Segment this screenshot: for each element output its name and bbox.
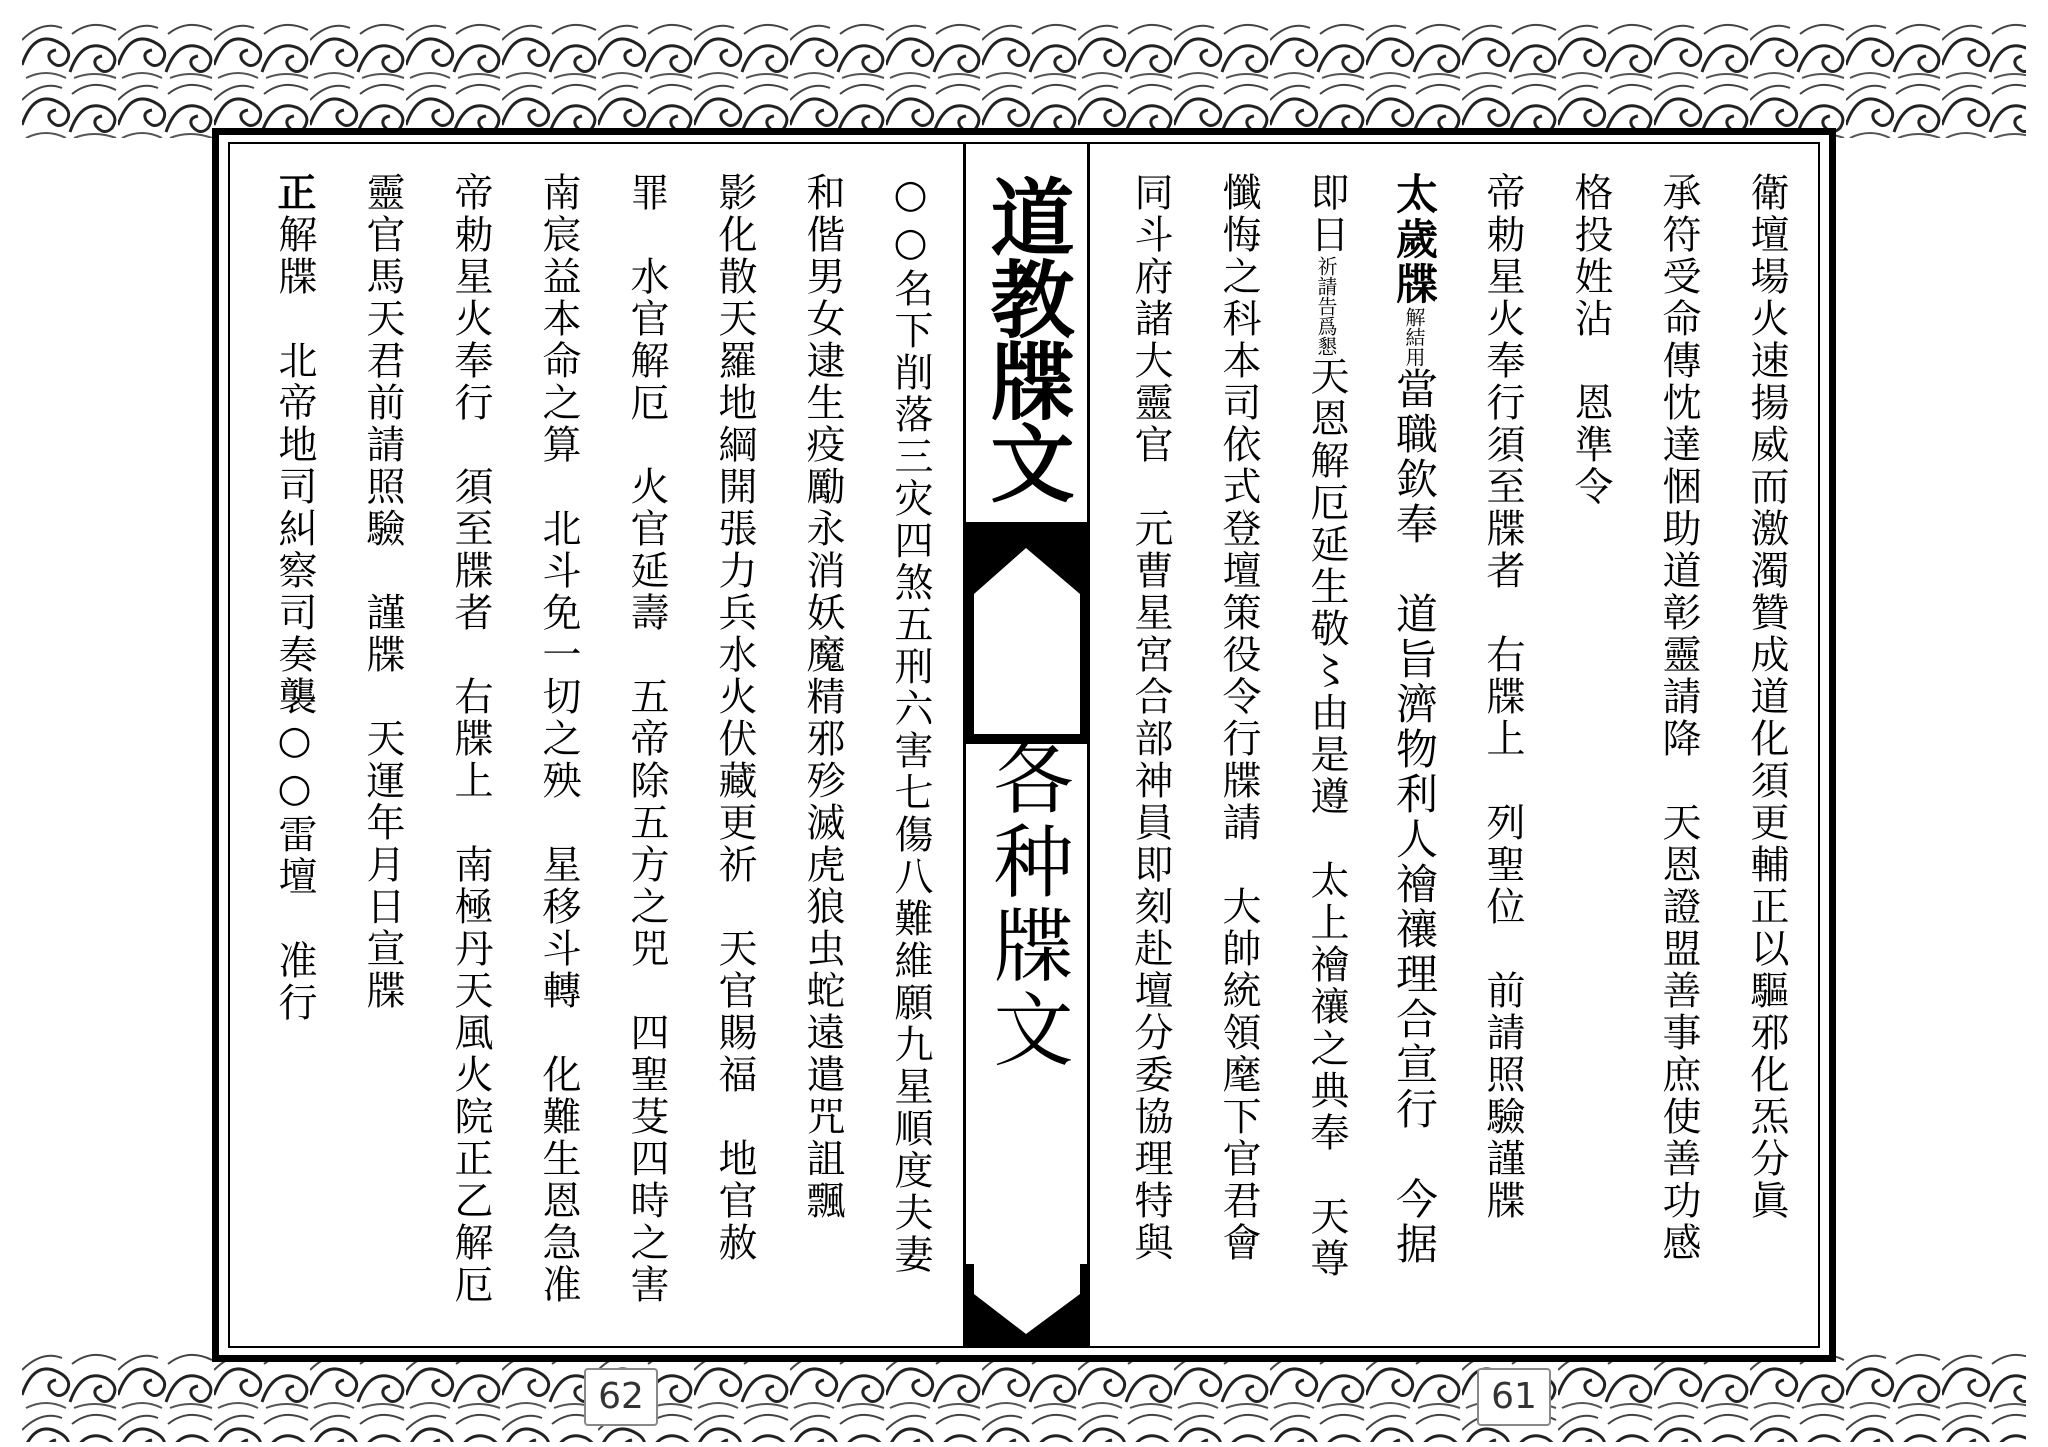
text-column-zhengjie-die: 正解牒 北帝地司糾察司奏襲○○雷壇 准行 — [271, 172, 317, 1024]
text-column: ○○名下削落三灾四煞五刑六害七傷八難維願九星順度夫妻 — [888, 172, 933, 1276]
black-divider-bar-upper — [966, 522, 1087, 744]
text-column: 帝勅星火奉行須至牒者 右牒上 列聖位 前請照驗謹牒 — [1480, 172, 1525, 1222]
wave-border-bottom — [22, 1350, 2026, 1442]
text-column: 罪 水官解厄 火官延壽 五帝除五方之兕 四聖芟四時之害 — [624, 172, 669, 1306]
text-column: 帝勅星火奉行 須至牒者 右牒上 南極丹天風火院正乙解厄 — [448, 172, 493, 1306]
page-number-right: 61 — [1477, 1368, 1551, 1426]
black-divider-bar-lower — [966, 1264, 1087, 1346]
text-column: 影化散天羅地綱開張力兵水火伏藏更祈 天官賜福 地官赦 — [712, 172, 757, 1264]
heading-taisui-die: 太歲牒 — [1390, 172, 1439, 307]
right-page-text — [1120, 172, 1810, 1322]
text-column: 承符受命傳忱達悃助道彰靈請降 天恩證盟善事庶使善功感 — [1656, 172, 1701, 1264]
text-column: 懺悔之科本司依式登壇策役令行牒請 大帥統領麾下官君會 — [1216, 172, 1261, 1264]
text-segment: 即日 — [1304, 172, 1349, 256]
title-daojiao-diewen: 道教牒文 — [977, 174, 1076, 502]
text-column-taisui — [1370, 172, 1458, 1322]
text-column: 南宸益本命之算 北斗免一切之殃 星移斗轉 化難生恩急准 — [536, 172, 581, 1306]
text-column: 靈官馬天君前請照驗 謹牒 天運年月日宣牒 — [360, 172, 405, 1012]
page-number-left: 62 — [584, 1368, 658, 1426]
text-column: 同斗府諸大靈官 元曹星宮合部神員即刻赴壇分委協理特與 — [1128, 172, 1173, 1264]
text-column: 和偕男女逮生疫勵永消妖魔精邪殄滅虎狼虫蛇遠遣咒詛飄 — [800, 172, 845, 1222]
small-note: 祈請告爲懇 — [1314, 256, 1338, 356]
text-segment: 當職欽奉 道旨濟物利人禬禳理合宣行 今据 — [1390, 367, 1439, 1267]
text-segment: 天恩解厄延生敬〻由是遵 太上禬禳之典奉 天尊 — [1304, 356, 1349, 1280]
center-title-strip — [966, 144, 1087, 1346]
small-note: 解結用 — [1402, 307, 1426, 367]
text-column-jiri — [1282, 172, 1370, 1322]
title-gezhong-diewen: 各种牒文 — [980, 736, 1073, 1072]
text-column: 格投姓沾 恩準令 — [1568, 172, 1613, 508]
left-page-text — [246, 172, 954, 1322]
text-column: 衛壇場火速揚威而激濁贊成道化須更輔正以驅邪化炁分眞 — [1744, 172, 1789, 1222]
wave-border-top — [22, 20, 2026, 138]
